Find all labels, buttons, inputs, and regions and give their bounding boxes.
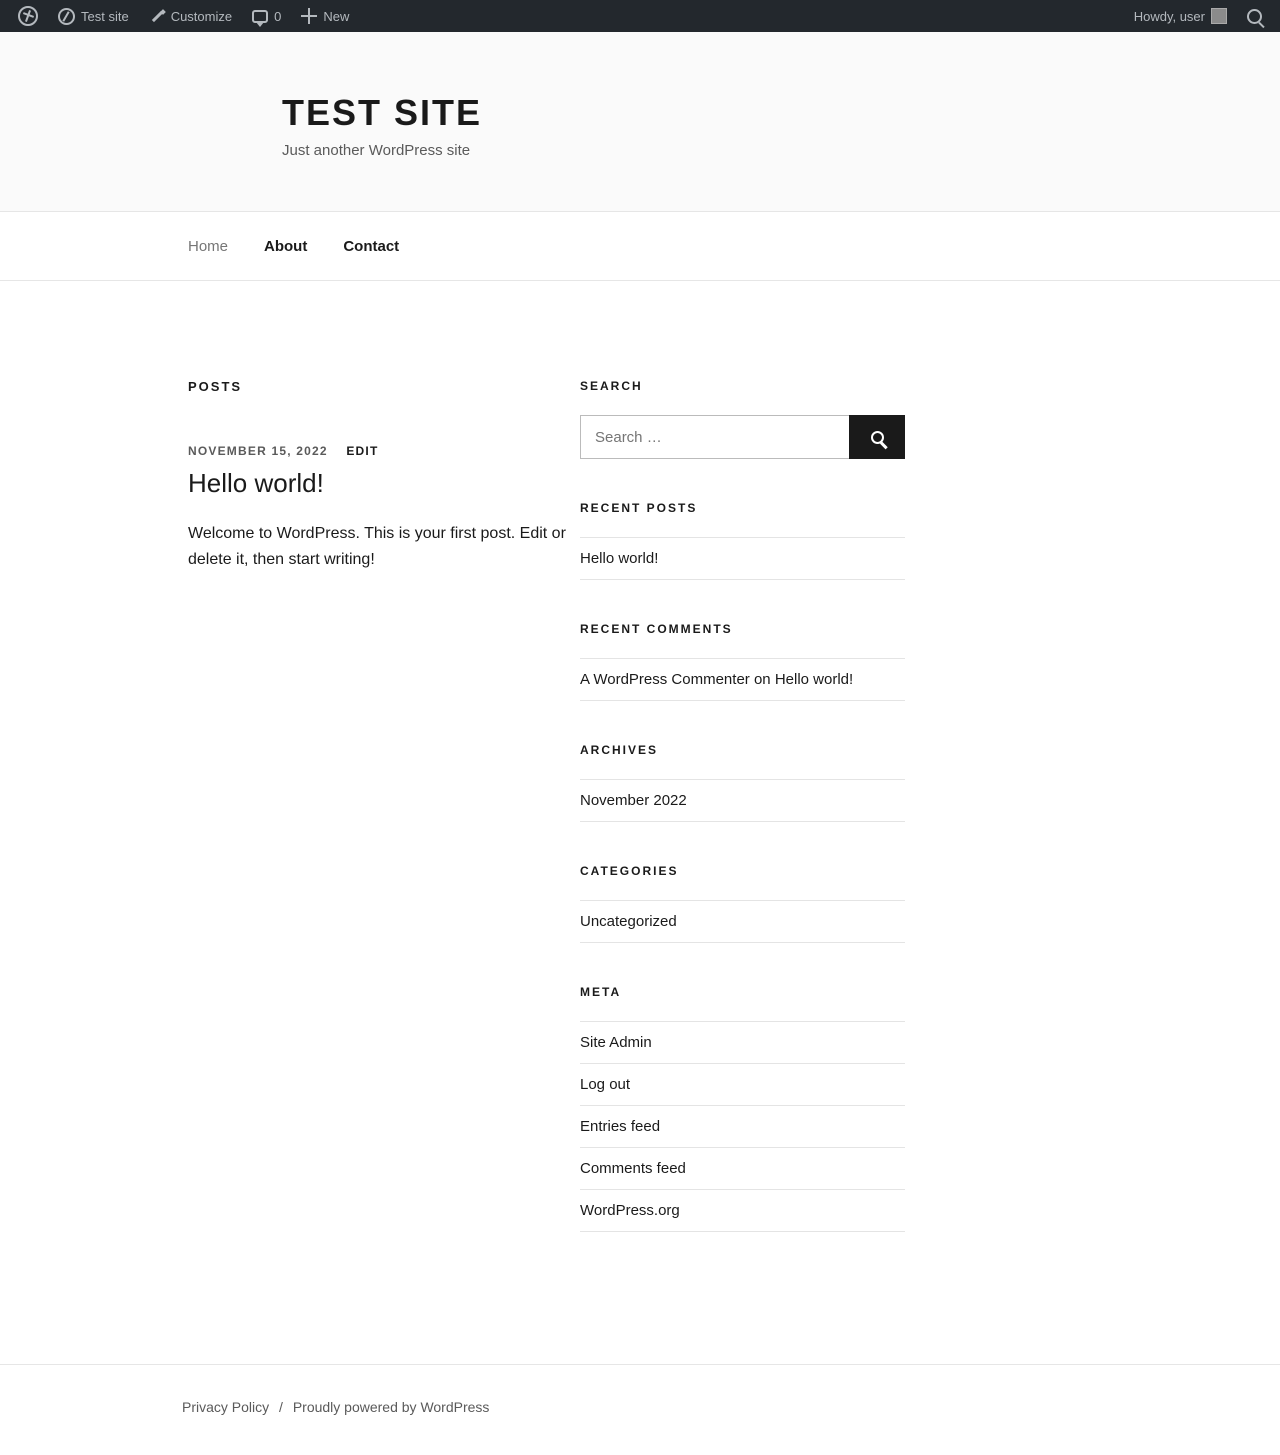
footer-credits <box>0 1399 1280 1415</box>
footer-separator: / <box>279 1399 283 1415</box>
admin-bar-site-name-label: Test site <box>81 8 129 24</box>
recent-posts-list <box>580 537 905 580</box>
widget-recent-comments-title: RECENT COMMENTS <box>580 622 733 636</box>
admin-bar-customize[interactable] <box>139 0 242 32</box>
archive-link[interactable]: November 2022 <box>580 792 687 809</box>
search-icon <box>1247 9 1262 24</box>
post-edit-link[interactable]: EDIT <box>346 444 379 458</box>
plus-icon <box>301 8 317 24</box>
recent-comments-list <box>580 658 905 701</box>
search-icon <box>871 431 884 444</box>
main-content <box>0 379 580 1274</box>
post-meta <box>188 444 580 458</box>
pencil-icon <box>149 8 165 24</box>
widget-recent-posts <box>580 501 905 580</box>
nav-item-home[interactable] <box>188 238 228 255</box>
widget-recent-comments <box>580 622 905 701</box>
meta-link-site-admin[interactable]: Site Admin <box>580 1034 652 1051</box>
powered-by-link[interactable]: Proudly powered by WordPress <box>292 1399 490 1415</box>
privacy-policy-link[interactable]: Privacy Policy <box>182 1399 270 1415</box>
meta-link-wordpress-org[interactable]: WordPress.org <box>580 1202 680 1219</box>
nav-link-about[interactable]: About <box>264 237 308 255</box>
wordpress-logo-icon <box>18 6 38 26</box>
admin-bar-howdy-label: Howdy, user <box>1133 8 1205 24</box>
list-item[interactable] <box>580 901 905 943</box>
widget-categories <box>580 864 905 943</box>
admin-bar <box>0 0 1280 32</box>
admin-bar-comments-count: 0 <box>274 8 282 24</box>
post-content <box>188 521 580 572</box>
content-area <box>0 281 1280 1274</box>
sidebar <box>580 379 905 1274</box>
categories-list <box>580 900 905 943</box>
page-title[interactable]: TEST SITE <box>282 92 483 133</box>
comment-author: A WordPress Commenter <box>580 671 750 688</box>
admin-bar-search[interactable] <box>1237 0 1272 32</box>
site-header <box>0 32 1280 212</box>
widget-recent-posts-title: RECENT POSTS <box>580 501 698 515</box>
site-icon <box>58 8 75 25</box>
meta-link-log-out[interactable]: Log out <box>580 1076 631 1093</box>
list-item[interactable] <box>580 1148 905 1190</box>
search-submit-button[interactable] <box>849 415 905 459</box>
post-title <box>188 468 580 499</box>
admin-bar-wp-logo[interactable] <box>8 0 48 32</box>
posts-section-heading: POSTS <box>188 379 243 394</box>
list-item[interactable] <box>580 1190 905 1232</box>
list-item[interactable] <box>580 538 905 580</box>
admin-bar-new[interactable] <box>291 0 359 32</box>
post-title-link[interactable]: Hello world! <box>188 468 324 498</box>
widget-meta-title: META <box>580 985 622 999</box>
comment-on-word: on <box>753 671 771 688</box>
primary-navigation <box>0 212 1280 281</box>
widget-archives-title: ARCHIVES <box>580 743 659 757</box>
post-excerpt: Welcome to WordPress. This is your first post. Edit or delete it, then start writing! <box>188 525 566 568</box>
widget-archives <box>580 743 905 822</box>
list-item[interactable] <box>580 1064 905 1106</box>
comment-bubble-icon <box>252 10 268 23</box>
list-item[interactable] <box>580 1106 905 1148</box>
archives-list <box>580 779 905 822</box>
list-item[interactable] <box>580 1022 905 1064</box>
site-footer <box>0 1364 1280 1455</box>
site-tagline: Just another WordPress site <box>282 142 471 159</box>
list-item[interactable] <box>580 659 905 701</box>
nav-item-contact[interactable] <box>343 238 399 255</box>
nav-link-contact[interactable]: Contact <box>343 237 400 255</box>
widget-search-title: SEARCH <box>580 379 643 393</box>
meta-link-comments-feed[interactable]: Comments feed <box>580 1160 686 1177</box>
admin-bar-my-account[interactable] <box>1124 0 1237 32</box>
widget-categories-title: CATEGORIES <box>580 864 679 878</box>
admin-bar-customize-label: Customize <box>170 8 233 24</box>
category-link[interactable]: Uncategorized <box>580 913 677 930</box>
post-article <box>188 444 580 572</box>
admin-bar-comments[interactable] <box>242 0 291 32</box>
recent-post-link[interactable]: Hello world! <box>580 550 659 567</box>
meta-list <box>580 1021 905 1232</box>
meta-link-entries-feed[interactable]: Entries feed <box>580 1118 661 1135</box>
admin-bar-new-label: New <box>323 8 350 24</box>
list-item[interactable] <box>580 780 905 822</box>
post-date-link[interactable]: NOVEMBER 15, 2022 <box>188 444 328 458</box>
comment-post-link[interactable]: Hello world! <box>774 671 854 688</box>
avatar <box>1211 8 1227 24</box>
widget-search <box>580 379 905 459</box>
nav-link-home[interactable]: Home <box>188 237 229 255</box>
nav-item-about[interactable] <box>264 238 307 255</box>
admin-bar-site-name[interactable] <box>48 0 139 32</box>
search-input[interactable] <box>580 415 849 459</box>
widget-meta <box>580 985 905 1232</box>
search-form <box>580 415 905 459</box>
